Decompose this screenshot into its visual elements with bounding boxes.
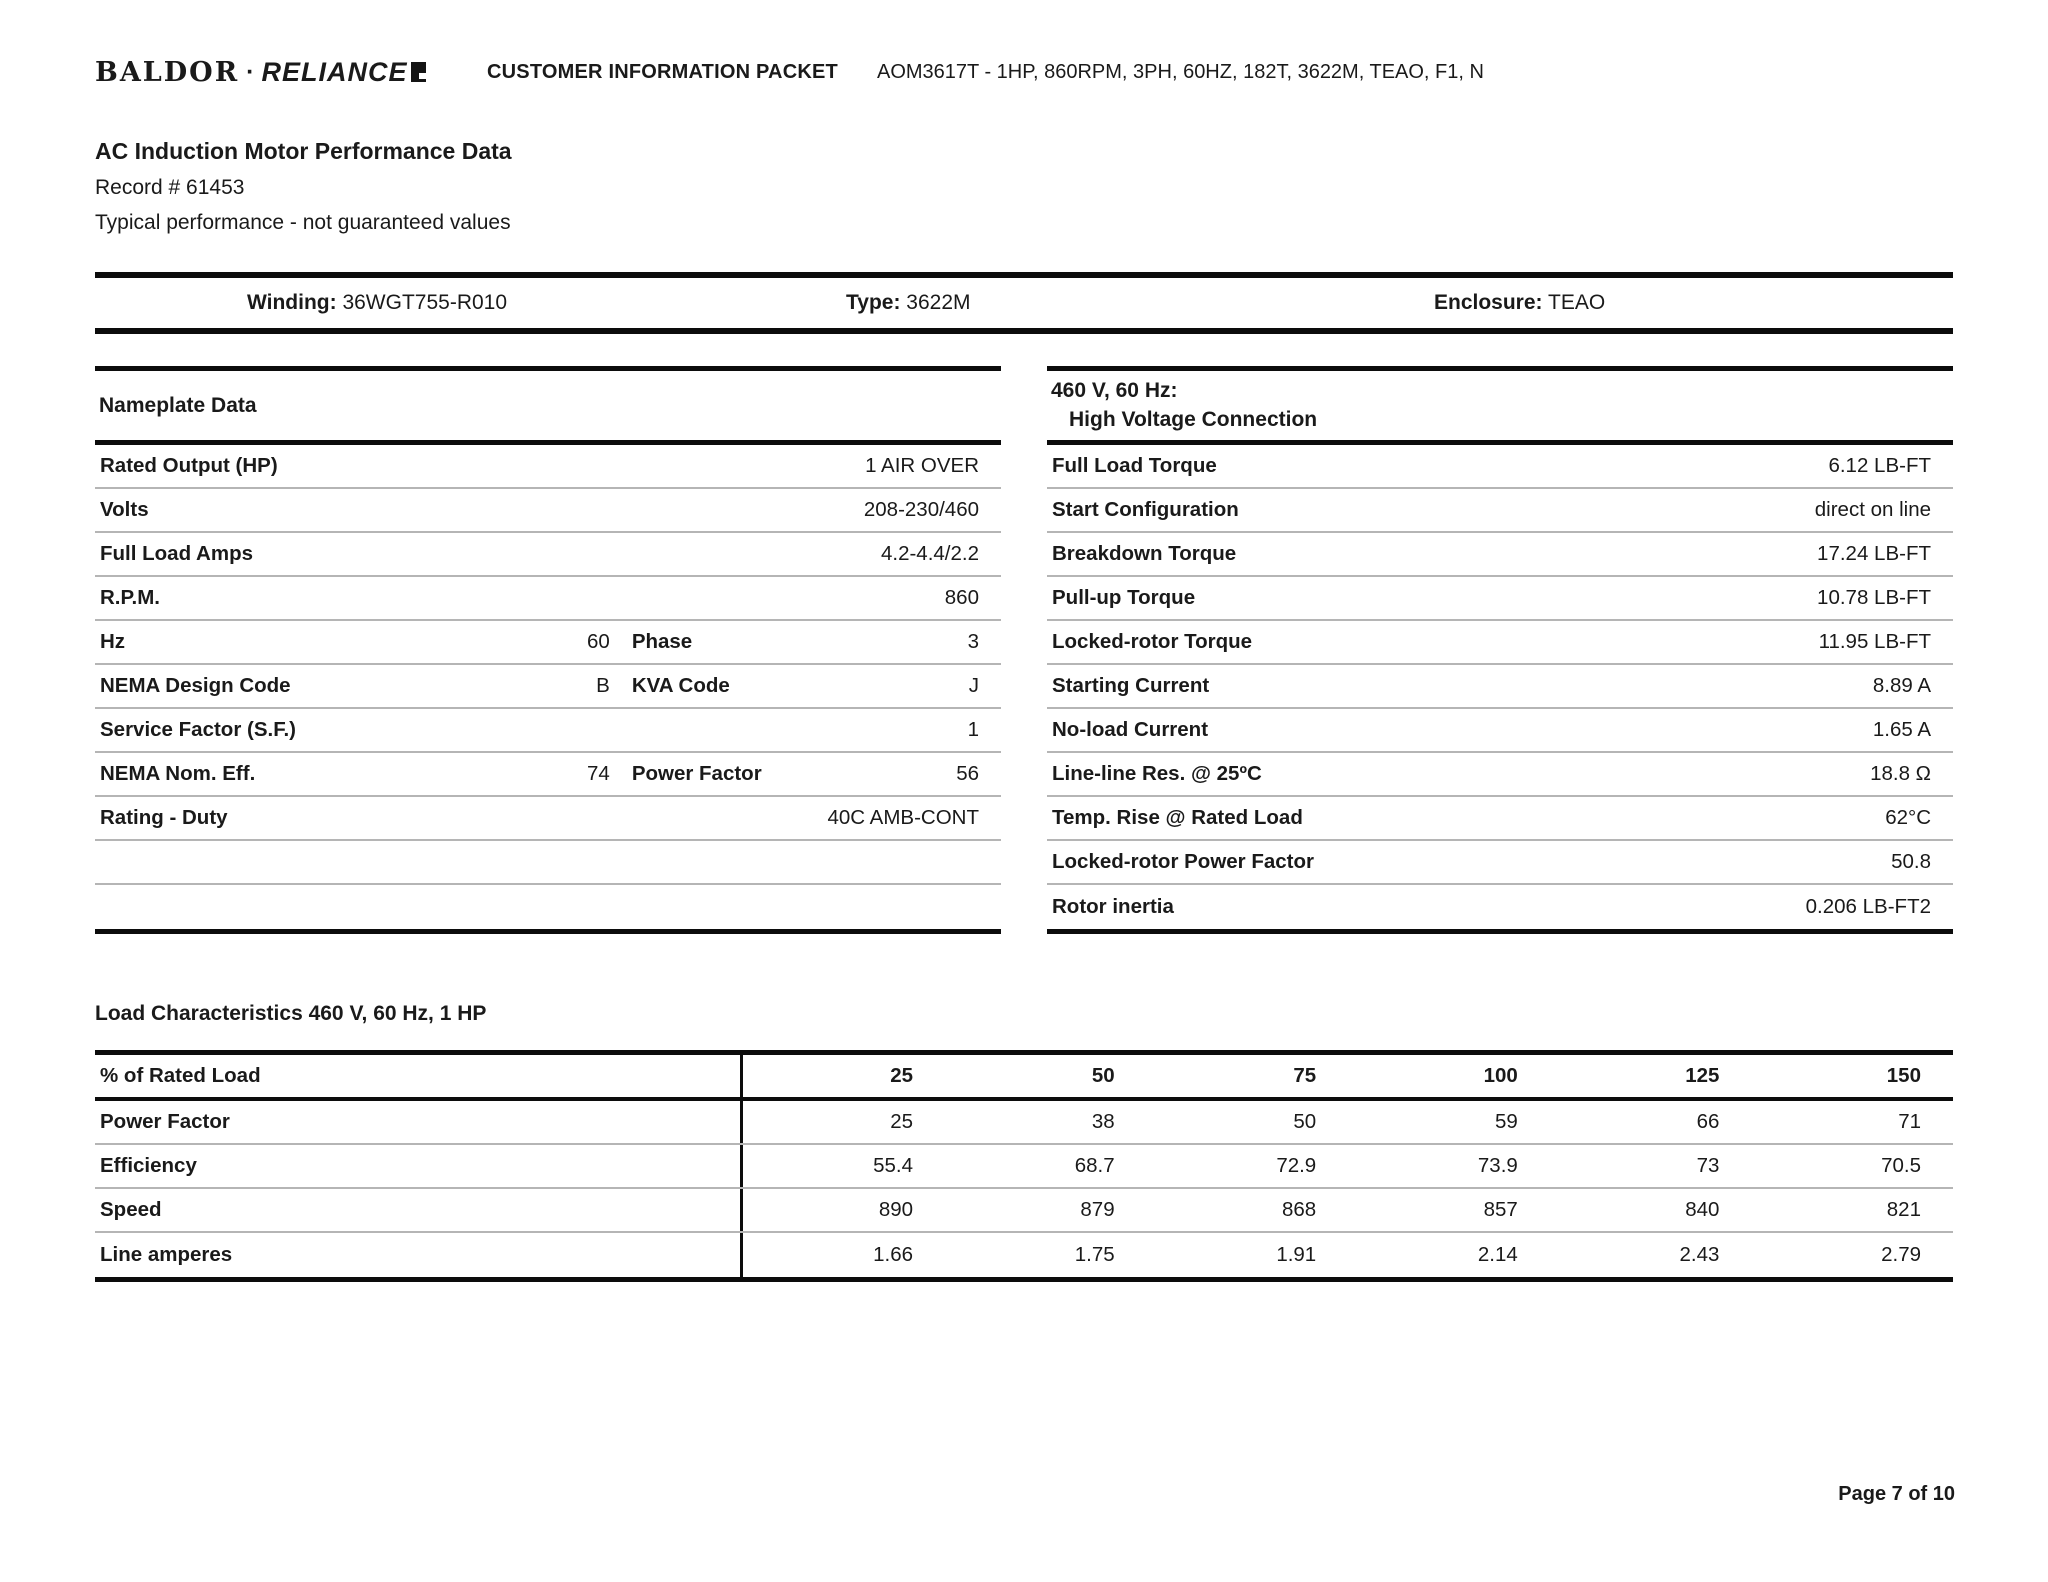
logo-reliance-text: RELIANCE — [261, 56, 408, 87]
row-value: 10.78 LB-FT — [1817, 586, 1931, 609]
logo-baldor-text: BALDOR — [95, 56, 240, 88]
row-value: 62°C — [1885, 806, 1931, 829]
type-cell — [846, 291, 971, 315]
cell-value: 59 — [1495, 1110, 1518, 1133]
winding-value: 36WGT755-R010 — [342, 291, 508, 314]
load-characteristics-title: Load Characteristics 460 V, 60 Hz, 1 HP — [95, 1002, 487, 1025]
table-row — [95, 753, 1001, 797]
table-row — [95, 533, 1001, 577]
nameplate-header: Nameplate Data — [95, 371, 1001, 445]
table-row — [95, 1189, 1953, 1233]
table-row — [1047, 621, 1953, 665]
table-row — [1047, 665, 1953, 709]
row-value: 0.206 LB-FT2 — [1805, 895, 1931, 918]
row-value: 1 — [967, 718, 979, 741]
row-value: 60 — [587, 630, 610, 653]
row-label: Pull-up Torque — [1052, 586, 1196, 609]
cell-value: 38 — [1091, 1110, 1115, 1133]
cell-value: 821 — [1886, 1198, 1921, 1221]
page-header — [95, 52, 1953, 92]
cell-value: 2.79 — [1881, 1243, 1921, 1266]
reliance-trademark-icon — [411, 62, 426, 82]
column-header: 125 — [1685, 1064, 1720, 1087]
cell-value: 890 — [878, 1198, 914, 1221]
cell-value: 73 — [1696, 1154, 1720, 1177]
row-label: Full Load Amps — [100, 542, 253, 565]
row-value: B — [596, 674, 610, 697]
winding-cell — [247, 291, 507, 315]
table-row — [1047, 841, 1953, 885]
row-value-2: J — [968, 674, 979, 697]
row-label: Rotor inertia — [1052, 895, 1174, 918]
table-row — [95, 1145, 1953, 1189]
table-row — [95, 621, 1001, 665]
table-row — [95, 489, 1001, 533]
row-label-2: Phase — [631, 630, 693, 653]
page-number: Page 7 of 10 — [1838, 1483, 1955, 1505]
row-label: Line-line Res. @ 25ºC — [1052, 762, 1262, 785]
row-label: Speed — [95, 1189, 743, 1231]
cell-value: 840 — [1685, 1198, 1720, 1221]
row-value: 8.89 A — [1872, 674, 1931, 697]
cell-value: 68.7 — [1074, 1154, 1115, 1177]
enclosure-cell — [1434, 291, 1605, 315]
cell-value: 1.66 — [873, 1243, 914, 1266]
row-value: 74 — [587, 762, 610, 785]
row-label: Rated Output (HP) — [100, 454, 278, 477]
cell-value: 1.91 — [1276, 1243, 1317, 1266]
row-label: Line amperes — [95, 1233, 743, 1277]
cell-value: 1.75 — [1074, 1243, 1115, 1266]
row-label: Efficiency — [95, 1145, 743, 1187]
table-row — [1047, 797, 1953, 841]
table-row — [95, 709, 1001, 753]
logo-separator-dot: · — [246, 57, 255, 86]
high-voltage-table — [1047, 366, 1953, 934]
row-label: No-load Current — [1052, 718, 1209, 741]
cell-value: 2.43 — [1679, 1243, 1720, 1266]
row-value: direct on line — [1814, 498, 1931, 521]
cell-value: 25 — [890, 1110, 914, 1133]
table-row-empty — [95, 841, 1001, 885]
row-label: Breakdown Torque — [1052, 542, 1237, 565]
row-label: Temp. Rise @ Rated Load — [1052, 806, 1303, 829]
row-value: 208-230/460 — [863, 498, 979, 521]
table-row — [1047, 445, 1953, 489]
load-table-header-row — [95, 1055, 1953, 1101]
hv-header-line2: High Voltage Connection — [1069, 407, 1318, 431]
table-row — [1047, 885, 1953, 929]
row-label: Rating - Duty — [100, 806, 228, 829]
table-row — [95, 1233, 1953, 1277]
table-row — [1047, 577, 1953, 621]
cell-value: 73.9 — [1477, 1154, 1518, 1177]
high-voltage-header — [1047, 371, 1953, 445]
row-value: 4.2-4.4/2.2 — [880, 542, 979, 565]
cell-value: 72.9 — [1276, 1154, 1317, 1177]
cell-value: 66 — [1696, 1110, 1720, 1133]
row-label: NEMA Nom. Eff. — [100, 762, 256, 785]
column-header: 150 — [1886, 1064, 1921, 1087]
row-label: R.P.M. — [100, 586, 160, 609]
row-value-2: 56 — [956, 762, 979, 785]
title-block — [95, 138, 1953, 235]
row-label: Locked-rotor Torque — [1052, 630, 1253, 653]
row-label: Start Configuration — [1052, 498, 1239, 521]
motor-model-spec: AOM3617T - 1HP, 860RPM, 3PH, 60HZ, 182T, 3622M, TEAO, F1, N — [877, 60, 1484, 83]
disclaimer-note: Typical performance - not guaranteed values — [95, 211, 511, 234]
table-row-empty — [95, 885, 1001, 929]
page-title: AC Induction Motor Performance Data — [95, 138, 512, 164]
type-value: 3622M — [906, 291, 971, 314]
row-value: 6.12 LB-FT — [1828, 454, 1931, 477]
cell-value: 71 — [1898, 1110, 1921, 1133]
column-header: 75 — [1293, 1064, 1317, 1087]
row-value: 1 AIR OVER — [865, 454, 979, 477]
table-row — [1047, 753, 1953, 797]
table-row — [95, 577, 1001, 621]
cell-value: 857 — [1483, 1198, 1518, 1221]
enclosure-value: TEAO — [1548, 291, 1606, 314]
table-row — [1047, 489, 1953, 533]
nameplate-table — [95, 366, 1001, 934]
row-label-2: Power Factor — [631, 762, 762, 785]
table-row — [95, 665, 1001, 709]
row-value: 11.95 LB-FT — [1818, 630, 1931, 653]
winding-label: Winding: — [247, 291, 337, 314]
enclosure-label: Enclosure: — [1434, 291, 1543, 314]
baldor-reliance-logo — [95, 57, 487, 88]
row-label: Hz — [100, 630, 126, 653]
cell-value: 2.14 — [1477, 1243, 1518, 1266]
data-columns — [95, 366, 1953, 934]
row-label: Power Factor — [95, 1101, 743, 1143]
row-value: 40C AMB-CONT — [827, 806, 979, 829]
row-value: 18.8 Ω — [1870, 762, 1931, 785]
type-label: Type: — [846, 291, 901, 314]
column-header: 25 — [890, 1064, 914, 1087]
cell-value: 55.4 — [873, 1154, 914, 1177]
cell-value: 868 — [1282, 1198, 1317, 1221]
table-row — [95, 1101, 1953, 1145]
hv-header-line1: 460 V, 60 Hz: — [1051, 379, 1178, 403]
column-header: 50 — [1091, 1064, 1115, 1087]
table-row — [1047, 533, 1953, 577]
row-label: Full Load Torque — [1052, 454, 1217, 477]
record-number: Record # 61453 — [95, 176, 245, 199]
row-value: 860 — [944, 586, 979, 609]
row-label: NEMA Design Code — [100, 674, 291, 697]
row-value-2: 3 — [967, 630, 979, 653]
table-row — [95, 445, 1001, 489]
load-characteristics-table — [95, 1050, 1953, 1282]
column-header: % of Rated Load — [95, 1055, 743, 1097]
cell-value: 70.5 — [1881, 1154, 1921, 1177]
row-label: Service Factor (S.F.) — [100, 718, 296, 741]
row-label: Locked-rotor Power Factor — [1052, 850, 1314, 873]
row-value: 50.8 — [1891, 850, 1931, 873]
row-label: Volts — [100, 498, 149, 521]
column-header: 100 — [1483, 1064, 1518, 1087]
cell-value: 879 — [1080, 1198, 1115, 1221]
table-row — [95, 797, 1001, 841]
cell-value: 50 — [1293, 1110, 1317, 1133]
row-label: Starting Current — [1052, 674, 1210, 697]
row-value: 17.24 LB-FT — [1817, 542, 1931, 565]
winding-summary-bar — [95, 272, 1953, 334]
row-value: 1.65 A — [1872, 718, 1931, 741]
row-label-2: KVA Code — [631, 674, 730, 697]
document-title: CUSTOMER INFORMATION PACKET — [487, 60, 838, 83]
table-row — [1047, 709, 1953, 753]
load-characteristics-section — [95, 1002, 1953, 1282]
